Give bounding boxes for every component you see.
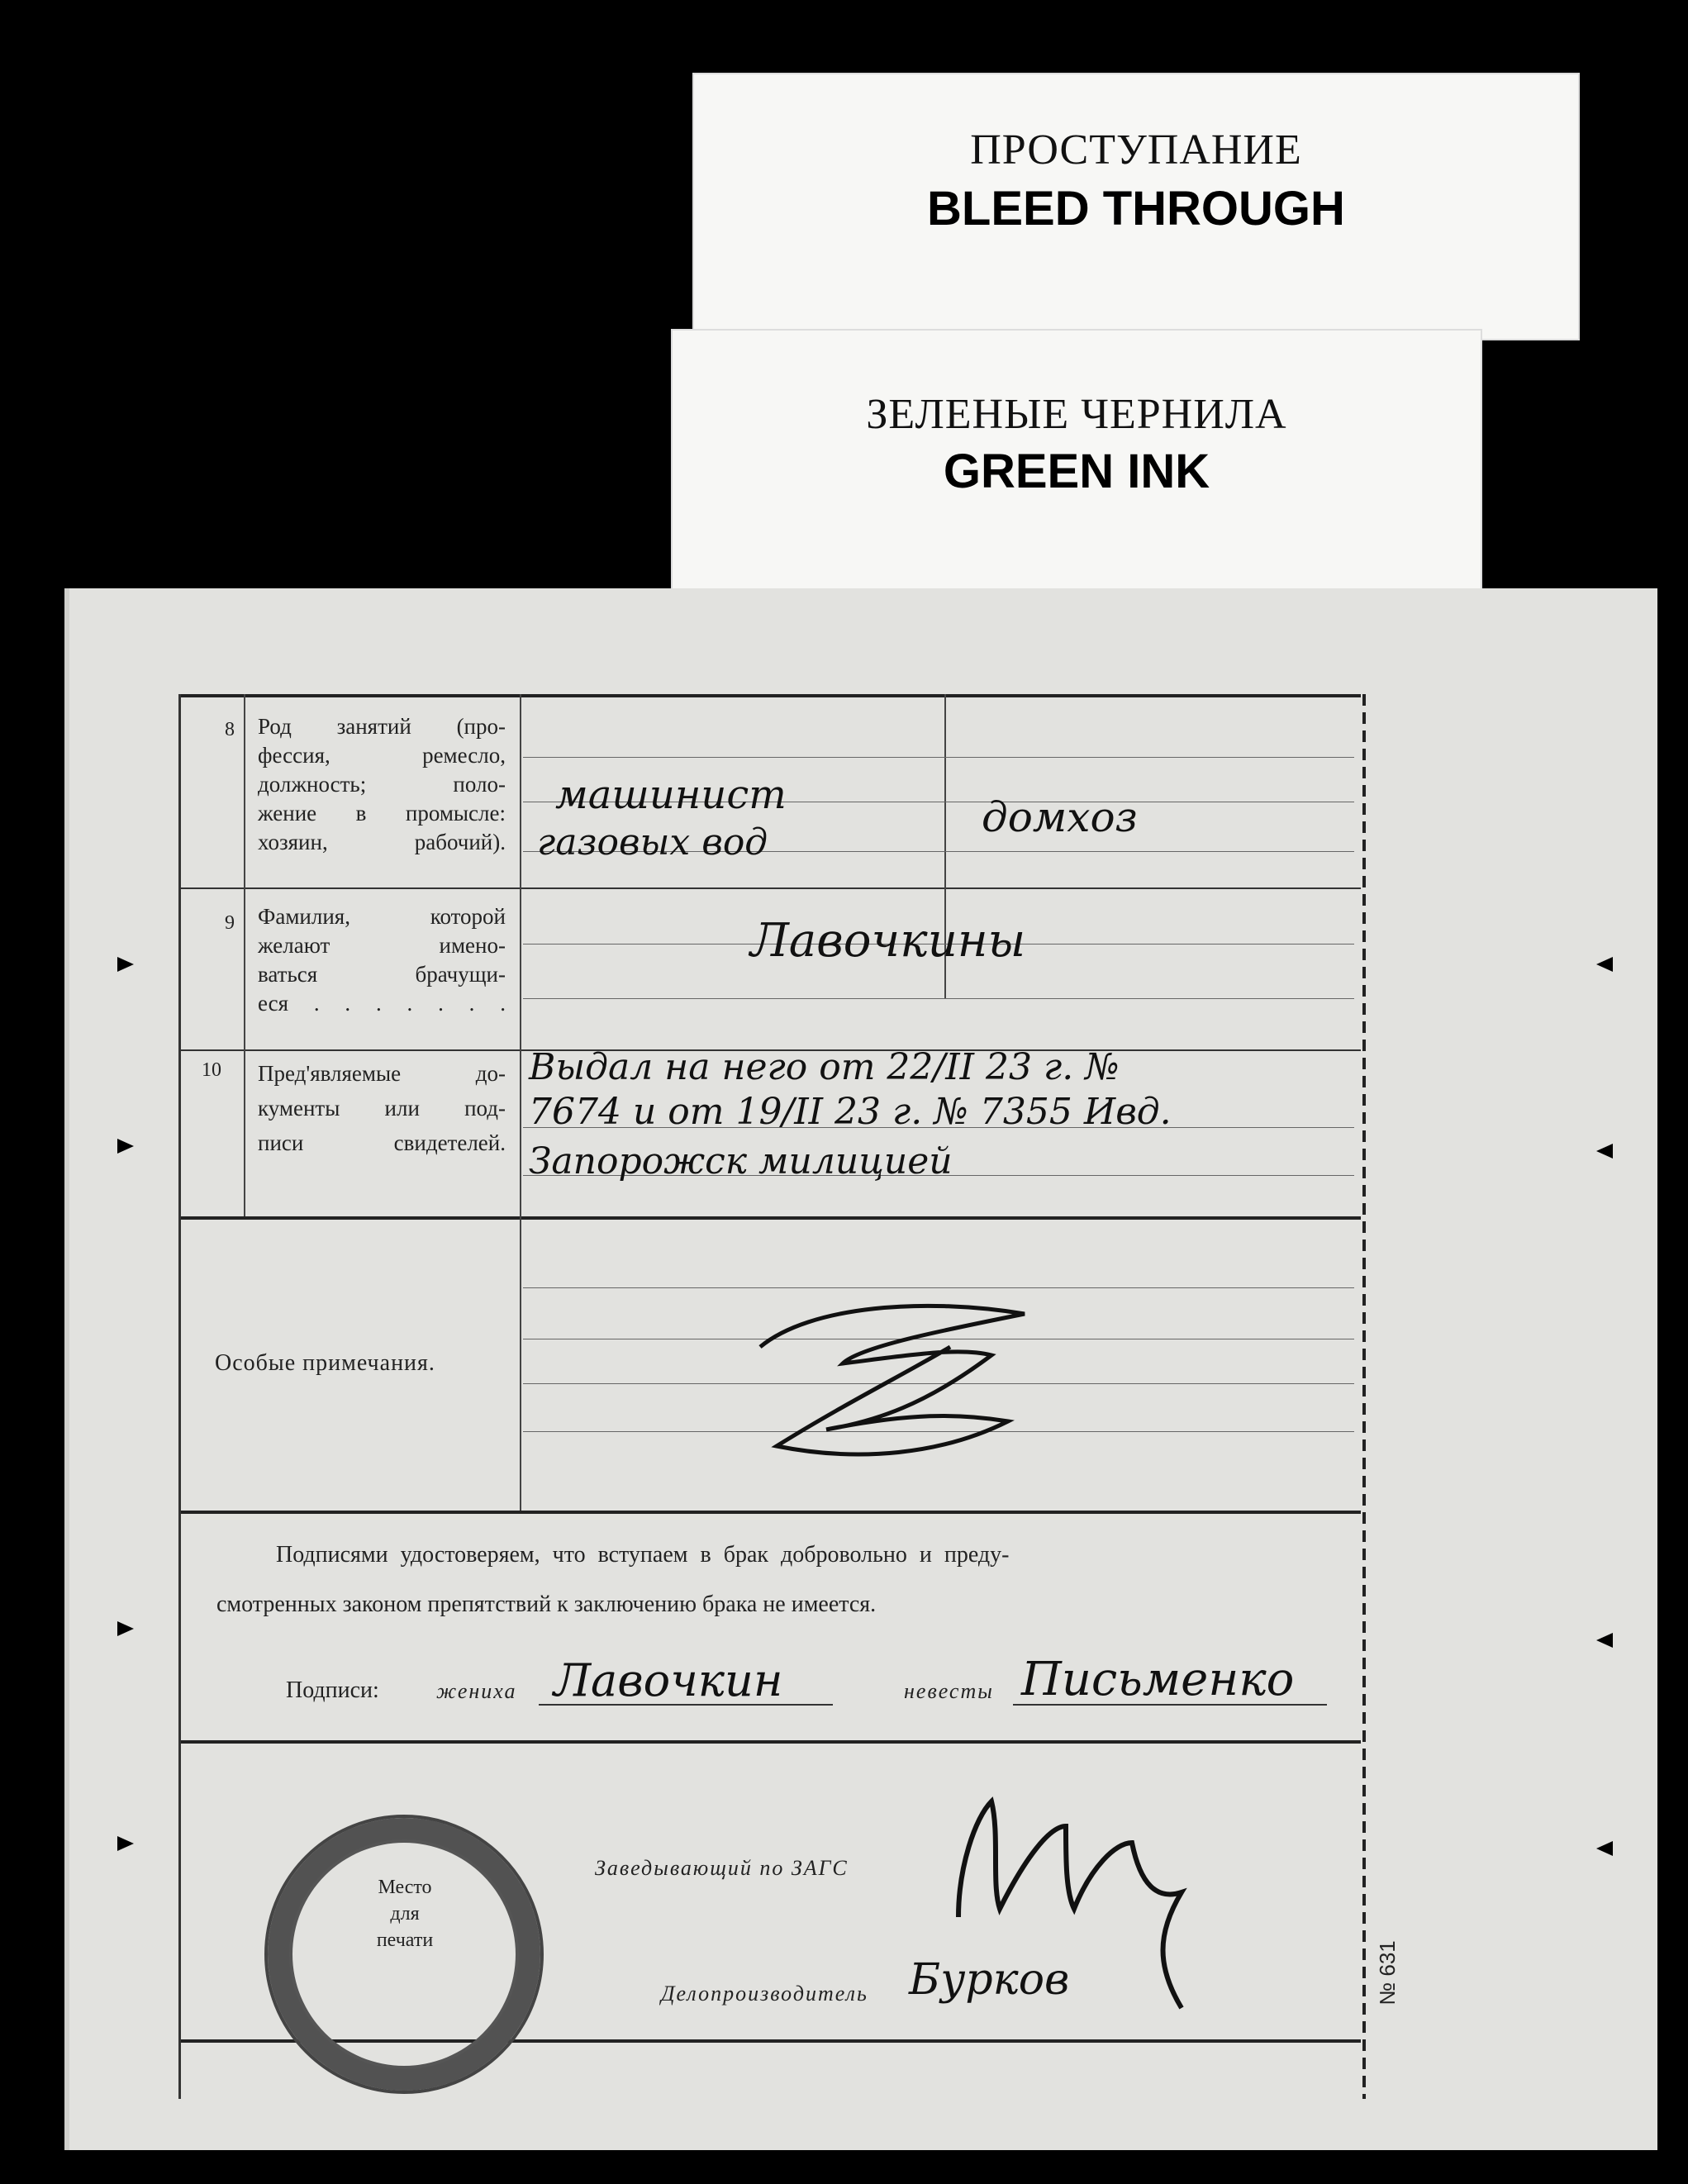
column-line	[520, 694, 521, 1511]
special-notes-label: Особые примечания.	[215, 1350, 435, 1376]
perforation-mark	[1596, 1144, 1613, 1159]
bride-signature: Письменко	[1021, 1653, 1295, 1706]
bride-occupation-handwritten: домхоз	[982, 793, 1138, 841]
perforation-mark	[117, 1621, 134, 1636]
green-ink-ru: ЗЕЛЕНЫЕ ЧЕРНИЛА	[866, 391, 1287, 438]
bleed-through-label-card	[692, 73, 1580, 340]
perforation-mark	[117, 1139, 134, 1154]
groom-occupation-handwritten: газовых вод	[537, 821, 768, 864]
stamp-place-line: Место	[378, 1877, 432, 1898]
perforation-mark	[1596, 1841, 1613, 1856]
label-line: хозяин, рабочий).	[258, 830, 506, 854]
row-number-10: 10	[202, 1059, 221, 1081]
groom-occupation-handwritten: машинист	[555, 772, 787, 818]
declaration-line: смотренных законом препятствий к заключению брака не имеется.	[216, 1592, 877, 1617]
column-line	[244, 694, 245, 1216]
label-line: кументы или под-	[258, 1096, 506, 1121]
frame-right-border	[1362, 694, 1366, 2099]
registry-head-label: Заведывающий по ЗАГС	[595, 1856, 849, 1880]
section-border	[181, 1740, 1361, 1744]
form-number: № 631	[1374, 1940, 1400, 2006]
bleed-through-ru: ПРОСТУПАНИЕ	[970, 126, 1302, 174]
stamp-place-label	[355, 1874, 454, 1953]
section-border	[181, 694, 1361, 697]
label-line: ваться брачущи-	[258, 962, 506, 987]
declaration-line: Подписями удостоверяем, что вступаем в брак добровольно и преду-	[276, 1542, 1010, 1568]
green-ink-en: GREEN INK	[943, 445, 1210, 498]
documents-handwritten: 7674 и от 19/II 23 г. № 7355 Ивд.	[529, 1091, 1172, 1133]
row-number-9: 9	[225, 912, 235, 934]
section-border	[181, 1216, 1361, 1220]
perforation-mark	[1596, 957, 1613, 972]
bride-label: невесты	[904, 1679, 994, 1703]
label-line: Пред'являемые до-	[258, 1061, 506, 1086]
label-line: Род занятий (про-	[258, 714, 506, 739]
writing-rule	[523, 757, 1354, 758]
writing-rule	[523, 1287, 1354, 1288]
documents-handwritten: Выдал на него от 22/II 23 г. №	[529, 1046, 1120, 1088]
row-number-8: 8	[225, 719, 235, 740]
label-line: писи свидетелей.	[258, 1130, 506, 1155]
row-separator	[181, 887, 1361, 889]
signatures-label: Подписи:	[286, 1677, 379, 1703]
documents-label	[258, 1056, 506, 1160]
groom-label: жениха	[436, 1679, 517, 1703]
perforation-mark	[117, 957, 134, 972]
label-line: жение в промысле:	[258, 801, 506, 826]
label-line: желают имено-	[258, 933, 506, 958]
special-notes-scribble	[744, 1297, 1074, 1487]
section-border	[181, 1511, 1361, 1514]
label-line: фессия, ремесло,	[258, 743, 506, 768]
documents-handwritten: Запорожск милицией	[529, 1140, 953, 1182]
writing-rule	[523, 998, 1354, 999]
surname-label	[258, 902, 506, 1018]
label-line: Фамилия, которой	[258, 904, 506, 929]
green-ink-label-card	[671, 329, 1482, 597]
stamp-place-line: для	[390, 1903, 420, 1925]
perforation-mark	[117, 1836, 134, 1851]
bleed-through-en: BLEED THROUGH	[927, 182, 1345, 236]
label-line: еся . . . . . . .	[258, 991, 506, 1016]
clerk-label: Делопроизводитель	[661, 1982, 868, 2006]
clerk-signature: Бурков	[909, 1955, 1070, 2005]
official-seal	[264, 1815, 544, 2094]
occupation-label	[258, 712, 506, 857]
groom-signature: Лавочкин	[554, 1654, 783, 1706]
label-line: должность; поло-	[258, 772, 506, 797]
perforation-mark	[1596, 1633, 1613, 1648]
surname-handwritten: Лавочкины	[750, 914, 1026, 968]
stamp-place-line: печати	[376, 1929, 434, 1951]
